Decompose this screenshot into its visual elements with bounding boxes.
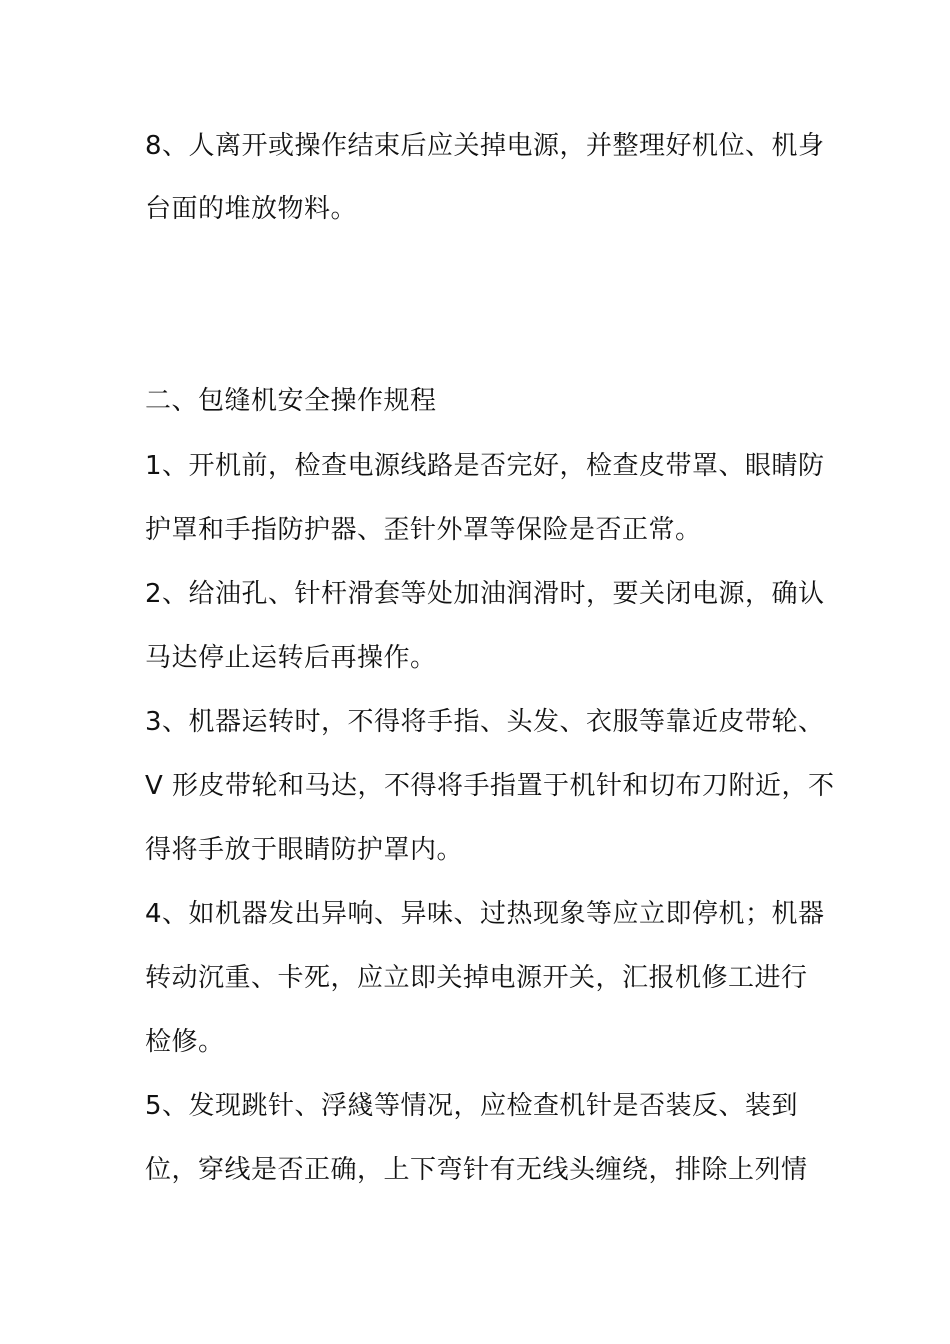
item-8-line-2: 台面的堆放物料。 bbox=[145, 194, 358, 224]
item-2-line-1: 2、给油孔、针杆滑套等处加油润滑时，要关闭电源，确认 bbox=[145, 579, 825, 609]
item-3-line-3: 得将手放于眼睛防护罩内。 bbox=[145, 835, 464, 865]
item-5-line-2: 位，穿线是否正确，上下弯针有无线头缠绕，排除上列情 bbox=[145, 1155, 808, 1185]
item-2-line-2: 马达停止运转后再操作。 bbox=[145, 643, 437, 673]
item-1-line-2: 护罩和手指防护器、歪针外罩等保险是否正常。 bbox=[145, 515, 702, 545]
item-3-line-1: 3、机器运转时，不得将手指、头发、衣服等靠近皮带轮、 bbox=[145, 707, 825, 737]
item-1-line-1: 1、开机前，检查电源线路是否完好，检查皮带罩、眼睛防 bbox=[145, 451, 825, 481]
item-8-line-1: 8、人离开或操作结束后应关掉电源，并整理好机位、机身 bbox=[145, 131, 825, 161]
item-5-line-1: 5、发现跳针、浮綫等情况，应检查机针是否装反、装到 bbox=[145, 1091, 799, 1121]
section-heading: 二、包缝机安全操作规程 bbox=[145, 386, 437, 416]
item-3-line-2: V 形皮带轮和马达，不得将手指置于机针和切布刀附近，不 bbox=[145, 771, 835, 801]
item-4-line-1: 4、如机器发出异响、异味、过热现象等应立即停机；机器 bbox=[145, 899, 825, 929]
item-4-line-3: 检修。 bbox=[145, 1027, 225, 1057]
item-4-line-2: 转动沉重、卡死，应立即关掉电源开关，汇报机修工进行 bbox=[145, 963, 808, 993]
